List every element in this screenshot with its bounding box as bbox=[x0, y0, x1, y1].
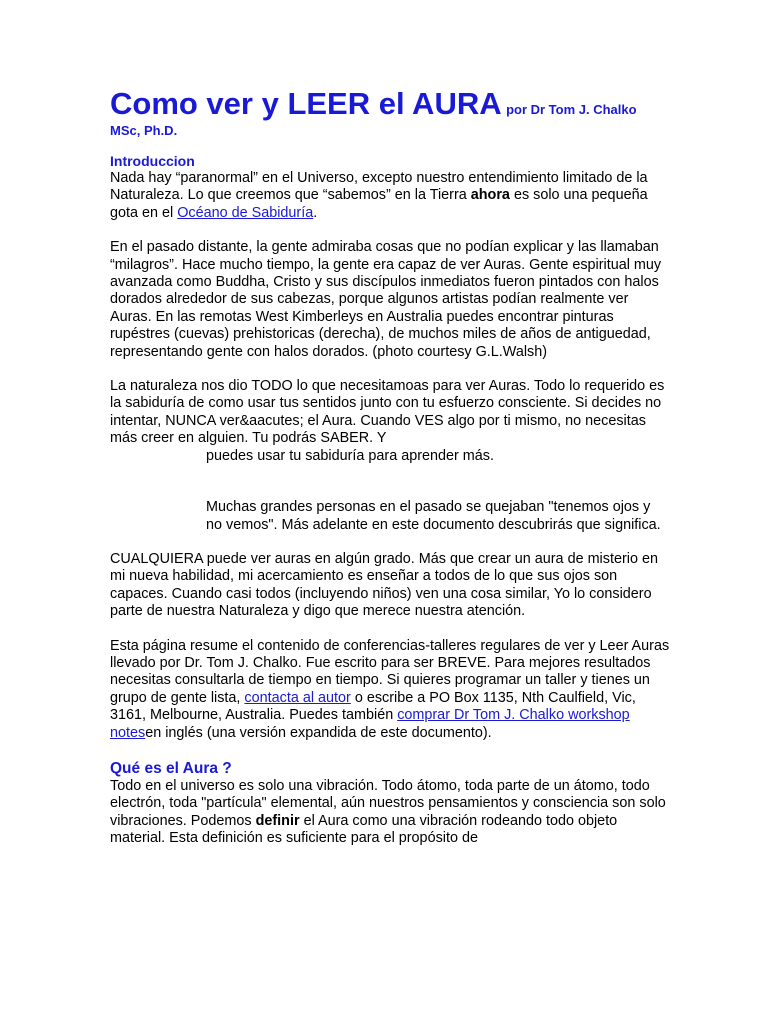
emphasis-definir: definir bbox=[255, 812, 300, 829]
aura-paragraph-1: Todo en el universo es solo una vibración. Todo átomo, toda parte de un átomo, todo electrón, toda "partícula" elemental, aún nuestros pensamientos y consciencia son solo vibraciones. Podemos definir el Aura como una vibración rodeando todo objeto material. Esta definición es suficiente para el propósito de bbox=[110, 777, 666, 847]
page-title bbox=[110, 86, 670, 128]
intro-paragraph-1: Nada hay “paranormal” en el Universo, excepto nuestro entendimiento limitado de la Naturaleza. Lo que creemos que “sabemos” en la Tierra ahora es solo una pequeña gota en el Océano de Sabiduría. bbox=[110, 170, 648, 221]
intro-paragraph-5: CUALQUIERA puede ver auras en algún grado. Más que crear un aura de misterio en mi nueva habilidad, mi acercamiento es enseñar a todos de lo que sus ojos son capaces. Cuando casi todos (incluyendo niños) ven una cosa similar, Yo lo considero parte de nuestra Naturaleza y digo que merece nuestra atención. bbox=[110, 550, 658, 620]
aura-heading: Qué es el Aura ? bbox=[110, 759, 232, 777]
workshop-notes-link[interactable]: comprar Dr Tom J. Chalko workshop notes bbox=[110, 707, 630, 741]
article-body bbox=[110, 86, 670, 848]
contact-author-link[interactable]: contacta al autor bbox=[244, 689, 351, 706]
oceano-link[interactable]: Océano de Sabiduría bbox=[177, 204, 314, 221]
intro-paragraph-3-tail: puedes usar tu sabiduría para aprender más. bbox=[206, 447, 494, 464]
title-credentials: MSc, Ph.D. bbox=[110, 123, 178, 138]
emphasis-ahora: ahora bbox=[470, 187, 510, 204]
intro-paragraph-2: En el pasado distante, la gente admiraba cosas que no podían explicar y las llamaban “milagros”. Hace mucho tiempo, la gente era capaz de ver Auras. Gente espiritual muy avanzada como Buddha, Cristo y sus discípulos inmediatos fueron pintados con halos dorados alrededor de sus cabezas, porque algunos artistas podían realmente ver Auras. En las remotas West Kimberleys en Australia puedes encontrar pinturas rupéstres (cuevas) prehistoricas (derecha), de muchos miles de años de antiguedad, representando gente con halos dorados. (photo courtesy G.L.Walsh) bbox=[110, 239, 662, 360]
intro-heading: Introduccion bbox=[110, 153, 195, 169]
intro-paragraph-3: La naturaleza nos dio TODO lo que necesitamoas para ver Auras. Todo lo requerido es la sabiduría de como usar tus sentidos junto con tu esfuerzo consciente. Si decides no intentar, NUNCA ver&aacutes; el Aura. Cuando VES algo por ti mismo, no necesitas más creer en alguien. Tu podrás SABER. Y bbox=[110, 378, 665, 447]
title-byline: por Dr Tom J. Chalko bbox=[506, 102, 637, 117]
title-main: Como ver y LEER el AURA bbox=[110, 86, 502, 121]
intro-paragraph-4: Muchas grandes personas en el pasado se quejaban "tenemos ojos y no vemos". Más adelante en este documento descubrirás que significa. bbox=[206, 499, 661, 533]
intro-paragraph-6: Esta página resume el contenido de conferencias-talleres regulares de ver y Leer Auras llevado por Dr. Tom J. Chalko. Fue escrito para ser BREVE. Para mejores resultados necesitas consultarla de tiempo en tiempo. Si quieres programar un taller y tienes un grupo de gente lista, contacta al autor o escribe a PO Box 1135, Nth Caulfield, Vic, 3161, Melbourne, Australia. Puedes también comprar Dr Tom J. Chalko workshop notesen inglés (una versión expandida de este documento). bbox=[110, 637, 670, 741]
